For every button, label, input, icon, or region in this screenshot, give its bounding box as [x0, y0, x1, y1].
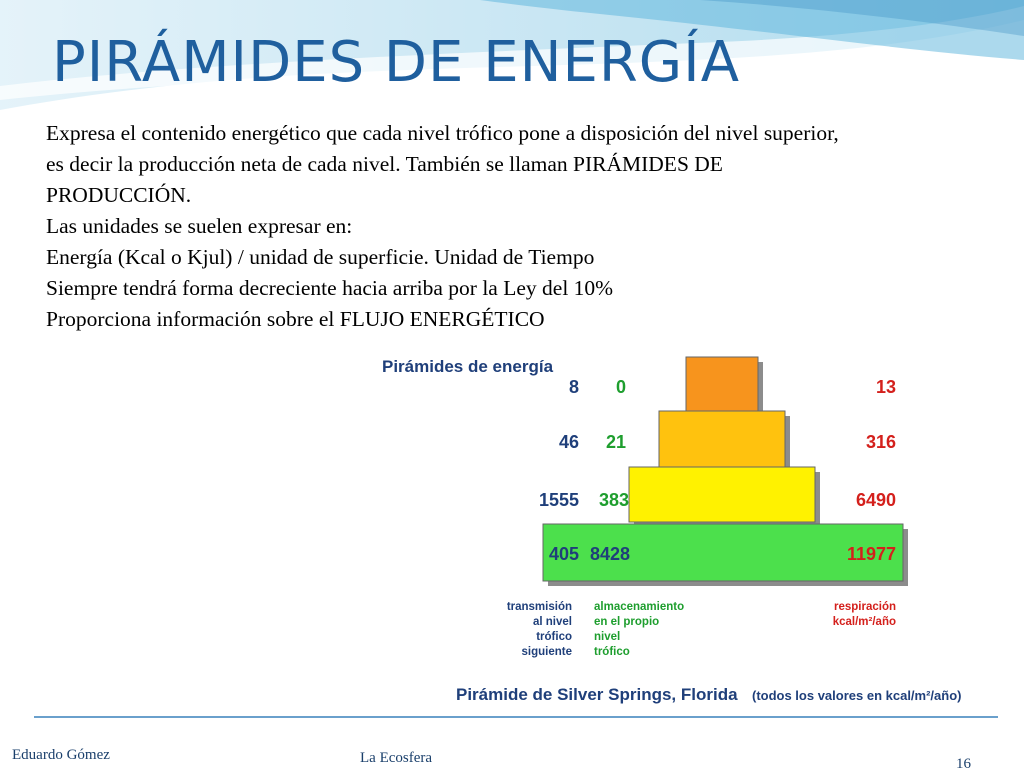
legend-storage: almacenamiento	[594, 601, 685, 613]
respiration-value: 6490	[855, 490, 896, 510]
storage-value: 8428	[590, 544, 631, 564]
body-line: Energía (Kcal o Kjul) / unidad de superficie. Unidad de Tiempo	[46, 245, 595, 269]
pyramid-level-3	[659, 411, 785, 467]
respiration-value: 316	[865, 432, 896, 452]
body-line: Las unidades se suelen expresar en:	[46, 214, 353, 238]
footer-author: Eduardo Gómez	[12, 747, 110, 763]
legend-transmission: siguiente	[521, 646, 572, 658]
pyramid-level-2	[629, 467, 815, 522]
storage-value: 383	[599, 490, 630, 510]
slide-body	[46, 118, 1006, 335]
respiration-value: 11977	[846, 544, 896, 564]
respiration-value: 13	[875, 377, 896, 397]
legend-transmission: transmisión	[506, 601, 572, 613]
pyramid-level-4	[686, 357, 758, 411]
legend-storage: en el propio	[594, 616, 660, 628]
figure-heading: Pirámides de energía	[382, 357, 554, 376]
legend-transmission: al nivel	[533, 616, 572, 628]
legend-storage: trófico	[594, 646, 630, 658]
transmission-value: 1555	[538, 490, 579, 510]
energy-pyramid-figure	[380, 352, 1010, 714]
body-line: Siempre tendrá forma decreciente hacia arriba por la Ley del 10%	[46, 276, 614, 300]
figure-caption	[456, 685, 961, 704]
page-number: 16	[956, 756, 971, 772]
legend-respiration: respiración	[834, 601, 896, 613]
legend-transmission: trófico	[536, 631, 572, 643]
slide-title: PIRÁMIDES DE ENERGÍA	[52, 30, 741, 95]
figure-caption-note: (todos los valores en kcal/m²/año)	[751, 688, 962, 703]
energy-pyramid-diagram	[380, 352, 1010, 714]
storage-value: 21	[606, 432, 627, 452]
transmission-value: 405	[548, 544, 579, 564]
footer-divider	[34, 716, 998, 718]
storage-value: 0	[616, 377, 627, 397]
figure-caption-main: Pirámide de Silver Springs, Florida	[456, 685, 738, 704]
transmission-value: 8	[568, 377, 579, 397]
footer-title: La Ecosfera	[360, 750, 433, 766]
body-line: Expresa el contenido energético que cada nivel trófico pone a disposición del nivel superior,	[46, 121, 839, 145]
transmission-value: 46	[558, 432, 579, 452]
legend-respiration: kcal/m²/año	[832, 616, 896, 628]
body-line: es decir la producción neta de cada nivel. También se llaman PIRÁMIDES DE	[46, 152, 723, 176]
body-line: Proporciona información sobre el FLUJO ENERGÉTICO	[46, 307, 545, 331]
body-line: PRODUCCIÓN.	[46, 183, 192, 207]
legend-storage: nivel	[594, 631, 621, 643]
